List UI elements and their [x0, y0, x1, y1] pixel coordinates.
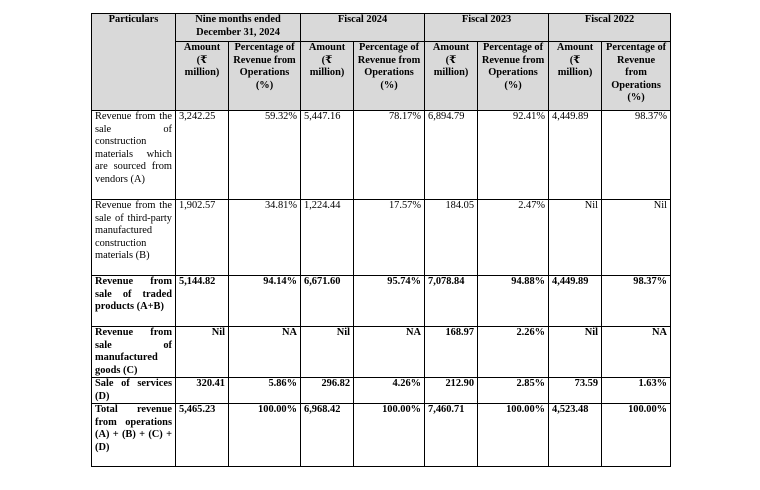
- cell-percentage: 17.57%: [354, 200, 425, 276]
- table-row: [92, 276, 671, 327]
- header-percentage: Percentage of Revenue from Operations (%): [602, 42, 671, 111]
- cell-percentage: 2.85%: [478, 378, 549, 404]
- cell-amount: 296.82: [301, 378, 354, 404]
- cell-percentage: 100.00%: [602, 404, 671, 467]
- cell-percentage: 34.81%: [229, 200, 301, 276]
- row-label: Revenue from sale of manufactured goods (C): [92, 327, 176, 378]
- cell-amount: 7,460.71: [425, 404, 478, 467]
- header-row-periods: [92, 14, 671, 42]
- cell-amount: Nil: [549, 200, 602, 276]
- header-period-nine-months: Nine months ended December 31, 2024: [176, 14, 301, 42]
- cell-percentage: 98.37%: [602, 276, 671, 327]
- cell-percentage: NA: [354, 327, 425, 378]
- cell-amount: 4,523.48: [549, 404, 602, 467]
- cell-percentage: 94.88%: [478, 276, 549, 327]
- table-row: [92, 200, 671, 276]
- table-row: [92, 327, 671, 378]
- row-label: Revenue from the sale of construction materials which are sourced from vendors (A): [92, 111, 176, 200]
- cell-amount: 320.41: [176, 378, 229, 404]
- cell-amount: 6,894.79: [425, 111, 478, 200]
- header-percentage: Percentage of Revenue from Operations (%): [354, 42, 425, 111]
- header-period-fiscal-2022: Fiscal 2022: [549, 14, 671, 42]
- cell-amount: 5,465.23: [176, 404, 229, 467]
- cell-percentage: 95.74%: [354, 276, 425, 327]
- cell-percentage: 78.17%: [354, 111, 425, 200]
- cell-amount: Nil: [301, 327, 354, 378]
- header-percentage: Percentage of Revenue from Operations (%): [478, 42, 549, 111]
- cell-amount: 212.90: [425, 378, 478, 404]
- cell-amount: 5,144.82: [176, 276, 229, 327]
- cell-amount: 6,968.42: [301, 404, 354, 467]
- header-period-fiscal-2023: Fiscal 2023: [425, 14, 549, 42]
- cell-amount: 73.59: [549, 378, 602, 404]
- header-percentage: Percentage of Revenue from Operations (%): [229, 42, 301, 111]
- header-amount: Amount (₹ million): [301, 42, 354, 111]
- cell-percentage: 4.26%: [354, 378, 425, 404]
- cell-percentage: Nil: [602, 200, 671, 276]
- cell-amount: 1,224.44: [301, 200, 354, 276]
- cell-percentage: 94.14%: [229, 276, 301, 327]
- row-label: Revenue from sale of traded products (A+B): [92, 276, 176, 327]
- cell-percentage: 2.47%: [478, 200, 549, 276]
- cell-percentage: 100.00%: [229, 404, 301, 467]
- table-row-total: [92, 404, 671, 467]
- cell-percentage: 5.86%: [229, 378, 301, 404]
- cell-percentage: 1.63%: [602, 378, 671, 404]
- cell-amount: 168.97: [425, 327, 478, 378]
- header-amount: Amount (₹ million): [549, 42, 602, 111]
- cell-amount: 1,902.57: [176, 200, 229, 276]
- cell-percentage: 98.37%: [602, 111, 671, 200]
- cell-amount: Nil: [176, 327, 229, 378]
- cell-percentage: NA: [602, 327, 671, 378]
- cell-percentage: 2.26%: [478, 327, 549, 378]
- cell-amount: 6,671.60: [301, 276, 354, 327]
- revenue-table: [91, 13, 671, 467]
- row-label: Sale of services (D): [92, 378, 176, 404]
- header-row-columns: [92, 42, 671, 111]
- row-label: Revenue from the sale of third-party manufactured construction materials (B): [92, 200, 176, 276]
- header-particulars: Particulars: [92, 14, 176, 111]
- header-amount: Amount (₹ million): [425, 42, 478, 111]
- cell-amount: 5,447.16: [301, 111, 354, 200]
- cell-amount: 4,449.89: [549, 276, 602, 327]
- cell-percentage: 59.32%: [229, 111, 301, 200]
- cell-amount: 7,078.84: [425, 276, 478, 327]
- cell-amount: Nil: [549, 327, 602, 378]
- cell-amount: 184.05: [425, 200, 478, 276]
- cell-amount: 4,449.89: [549, 111, 602, 200]
- cell-percentage: 100.00%: [478, 404, 549, 467]
- header-period-fiscal-2024: Fiscal 2024: [301, 14, 425, 42]
- cell-amount: 3,242.25: [176, 111, 229, 200]
- row-label: Total revenue from operations (A) + (B) + (C) + (D): [92, 404, 176, 467]
- cell-percentage: NA: [229, 327, 301, 378]
- table-row: [92, 111, 671, 200]
- cell-percentage: 100.00%: [354, 404, 425, 467]
- table-row: [92, 378, 671, 404]
- cell-percentage: 92.41%: [478, 111, 549, 200]
- header-amount: Amount (₹ million): [176, 42, 229, 111]
